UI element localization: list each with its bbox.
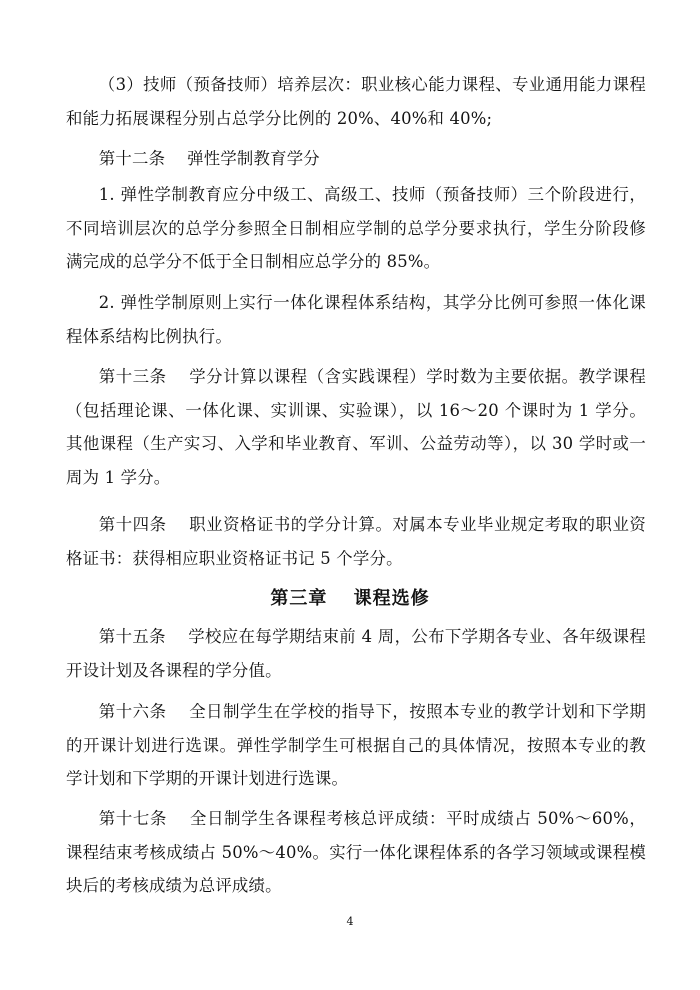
article-14: 第十四条 职业资格证书的学分计算。对属本专业毕业规定考取的职业资格证书：获得相应职业资格证书记 5 个学分。 (66, 515, 646, 568)
article-15: 第十五条 学校应在每学期结束前 4 周，公布下学期各专业、各年级课程开设计划及各课程的学分值。 (66, 627, 646, 680)
paragraph-technician-ratio: （3）技师（预备技师）培养层次：职业核心能力课程、专业通用能力课程和能力拓展课程分别占总学分比例的 20%、40%和 40%; (66, 75, 646, 128)
chapter-heading: 第三章 课程选修 (270, 588, 430, 609)
paragraph-flexible-structure: 2. 弹性学制原则上实行一体化课程体系结构，其学分比例可参照一体化课程体系结构比例执行。 (66, 293, 646, 346)
paragraph-flexible-stages: 1. 弹性学制教育应分中级工、高级工、技师（预备技师）三个阶段进行，不同培训层次的总学分参照全日制相应学制的总学分要求执行，学生分阶段修满完成的总学分不低于全日制相应总学分的 85%。 (66, 185, 646, 271)
article-12-title: 第十二条 弹性学制教育学分 (98, 149, 320, 168)
article-16: 第十六条 全日制学生在学校的指导下，按照本专业的教学计划和下学期的开课计划进行选课。弹性学制学生可根据自己的具体情况，按照本专业的教学计划和下学期的开课计划进行选课。 (66, 702, 646, 788)
article-13: 第十三条 学分计算以课程（含实践课程）学时数为主要依据。教学课程（包括理论课、一体化课、实训课、实验课），以 16～20 个课时为 1 学分。其他课程（生产实习、入学和毕业教育、军训、公益劳动等），以 30 学时或一周为 1 学分。 (66, 367, 646, 487)
page-number: 4 (346, 915, 354, 928)
article-17: 第十七条 全日制学生各课程考核总评成绩：平时成绩占 50%～60%，课程结束考核成绩占 50%～40%。实行一体化课程体系的各学习领域或课程模块后的考核成绩为总评成绩。 (66, 809, 646, 895)
